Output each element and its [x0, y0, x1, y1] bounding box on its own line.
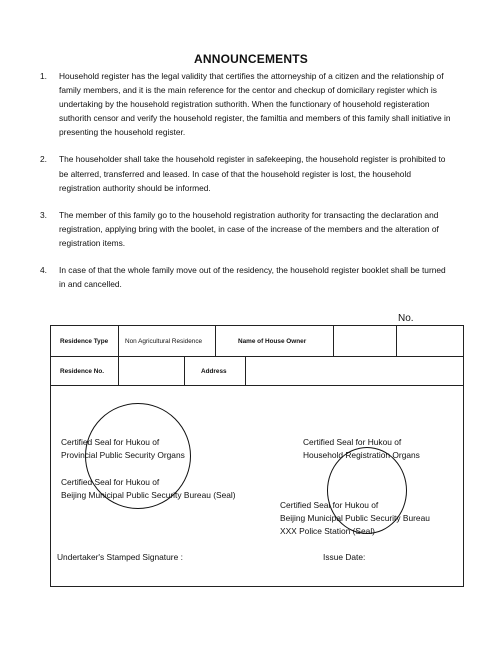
announcement-line: be alterred, transferred and leased. In case of that the household register is lost, the household	[59, 168, 411, 179]
announcement-line: registration, applying bring with the boolet, in case of the increase of the members and the alteration of	[59, 223, 439, 234]
seal-line: Beijing Municipal Public Security Bureau	[280, 513, 430, 523]
residence-type-label: Residence Type	[60, 337, 109, 345]
announcement-item	[40, 263, 465, 291]
announcement-number: 1.	[40, 71, 47, 81]
residence-type-value: Non Agricultural Residence	[125, 337, 203, 345]
house-owner-label: Name of House Owner	[238, 337, 307, 345]
announcement-line: The member of this family go to the household registration authority for transacting the declaration and	[59, 209, 439, 220]
seal-line: Certified Seal for Hukou of	[61, 437, 160, 447]
announcement-number: 3.	[40, 209, 47, 220]
announcement-text	[59, 208, 465, 250]
residence-no-label: Residence No.	[60, 367, 105, 375]
announcement-line: presenting the household register.	[59, 127, 186, 138]
announcement-line: undertaking by the household registration suthorith. When the functionary of household registeration	[59, 99, 430, 110]
cell-divider	[245, 357, 246, 385]
form-row-residence-type	[51, 326, 463, 357]
announcement-line: registration items.	[59, 237, 126, 248]
page-title: ANNOUNCEMENTS	[194, 52, 308, 66]
form-row-residence-no	[51, 357, 463, 386]
announcement-line: registration authority should be informed.	[59, 182, 211, 193]
announcement-line: in and cancelled.	[59, 279, 122, 290]
seal-line: Beijing Municipal Public Security Bureau (Seal)	[61, 490, 236, 500]
announcement-text	[59, 69, 465, 139]
official-stamp-circle	[85, 403, 191, 509]
issue-date-label: Issue Date:	[323, 552, 366, 562]
seal-line: Provincial Public Security Organs	[61, 450, 185, 460]
seal-line: Household Registration Organs	[303, 450, 420, 460]
cell-divider	[184, 357, 185, 385]
announcement-item	[40, 152, 465, 194]
cell-divider	[118, 357, 119, 385]
announcement-line: In case of that the whole family move out of the residency, the household register booklet shall be turned	[59, 265, 446, 276]
seal-line: Certified Seal for Hukou of	[303, 437, 402, 447]
announcement-line: The householder shall take the household register in safekeeping, the household register is prohibited to	[59, 154, 446, 165]
announcement-item	[40, 69, 465, 139]
announcement-number: 2.	[40, 154, 47, 165]
official-stamp-circle	[327, 447, 407, 534]
household-register-form	[50, 325, 464, 587]
address-label: Address	[201, 367, 227, 375]
announcement-line: family members, and it is the main reference for the centor and checkup of domicilary register which is	[59, 85, 437, 96]
announcement-line: Household register has the legal validity that certifies the attorneyship of a citizen and the relationship of	[59, 71, 444, 81]
announcement-list	[40, 69, 465, 291]
seal-line: XXX Police Station (Seal)	[280, 526, 375, 536]
announcement-text	[59, 263, 465, 291]
serial-number-label: No.	[398, 313, 414, 324]
announcement-text	[59, 152, 465, 194]
undertaker-signature-label: Undertaker's Stamped Signature :	[57, 552, 183, 562]
announcement-item	[40, 208, 465, 250]
seal-line: Certified Seal for Hukou of	[280, 500, 379, 510]
cell-divider	[396, 326, 397, 356]
cell-divider	[215, 326, 216, 356]
cell-divider	[333, 326, 334, 356]
announcement-number: 4.	[40, 265, 47, 276]
cell-divider	[118, 326, 119, 356]
seal-line: Certified Seal for Hukou of	[61, 477, 160, 487]
announcement-line: suthorith censor and verify the household register, the familtia and members of this family shall initiative in	[59, 113, 451, 124]
